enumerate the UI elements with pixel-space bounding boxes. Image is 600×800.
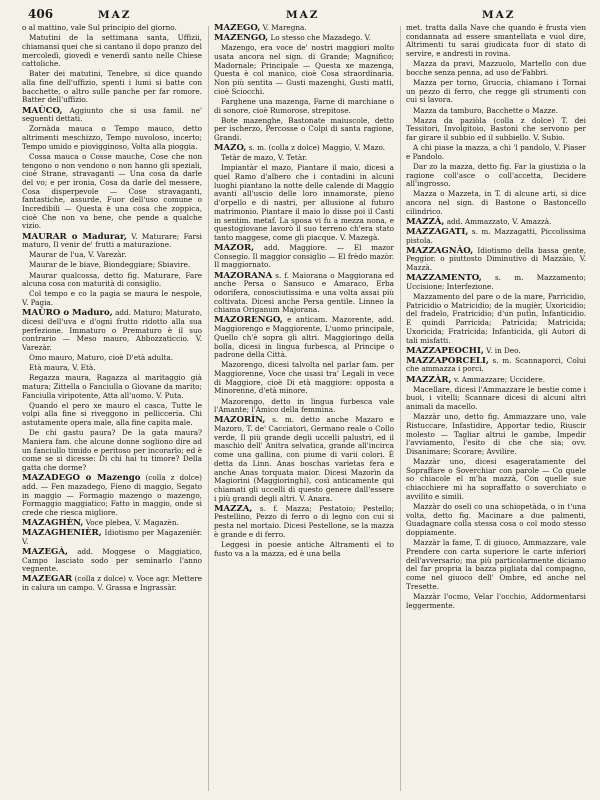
- entry-headword: MAZOR,: [214, 243, 255, 253]
- entry-text: (colla z dolce) v. Voce agr. Mettere in calura un campo. V. Grassa e Ingrassàr.: [22, 574, 202, 593]
- entry-text: Leggesi in poesie antiche Altramenti el to fusto va a la mazza, ed è una bella: [214, 539, 394, 558]
- entry-text: e anticam. Mazorente, add. Maggiorengo e Maggiorente, L'uomo principale, Quello ch'è sopra gli altri. Maggioringo della bolla, dicesi in lingua furbesca, al Principe o padrone della Città.: [214, 315, 394, 360]
- dictionary-entry: [406, 218, 586, 227]
- entry-text: s. m. (colla z dolce) Maggio, V. Mazo.: [246, 143, 386, 153]
- entry-headword: MAZZAMENTO,: [406, 273, 482, 284]
- entry-text: Bater dei matutini, Tenebre, si dice quando alla fine dell'uffizio, spenti i lumi si batte con bacchette, o altro sulle panche per far romore. Batter dell'uffizio.: [22, 69, 202, 105]
- entry-text: Dar zo la mazza, detto fig. Far la giustizia o la ragione coll'asce o coll'accetta, Decidere all'ingrosso.: [406, 161, 586, 189]
- entry-headword: MAZAGHÈN,: [22, 518, 84, 528]
- dictionary-entry: [22, 474, 202, 518]
- dictionary-entry: [406, 228, 586, 245]
- dictionary-entry: [214, 154, 394, 163]
- entry-text: De chi gastu paura? De la gata maura? Maniera fam. che alcune donne sogliono dire ad un fanciullo timido e peritoso per incorarlo; ed è come se si dicesse: Di chi hai tu timore? Della gatta che dorme?: [22, 428, 202, 472]
- dictionary-entry: [214, 24, 394, 33]
- entry-text: Mazzamento del pare o de la mare, Parricidio, Patricidio o Matricidio; de la mugièr, Uxoricidio; del fradelo, Fratricidio; d'un putìn, Infanticidio. E quindi Parricida; Patricida; Matricida; Uxoricida; Fratricida; Infanticida, gli Autori di tali misfatti.: [406, 292, 586, 345]
- dictionary-entry: [214, 272, 394, 316]
- text-column-right: [406, 24, 586, 794]
- dictionary-entry: [406, 107, 586, 116]
- dictionary-entry: [22, 153, 202, 231]
- dictionary-entry: [214, 144, 394, 153]
- dictionary-entry: [22, 402, 202, 428]
- dictionary-entry: [214, 117, 394, 143]
- dictionary-entry: [406, 79, 586, 105]
- dictionary-entry: [22, 519, 202, 528]
- entry-text: Quando el pero xe mauro el casca, Tutte le volpi alla fine si riveggono in pellicceria. Chi astutamente opera male, alla fine capita male.: [22, 400, 202, 428]
- dictionary-entry: [214, 164, 394, 242]
- dictionary-entry: [22, 374, 202, 400]
- dictionary-entry: [214, 34, 394, 43]
- entry-headword: MAZEGÀ,: [22, 546, 69, 557]
- entry-text: Maurar de le biave, Biondeggiare; Sbiavire.: [29, 260, 191, 270]
- entry-headword: MAZZAPEOCHI,: [406, 345, 484, 356]
- entry-text: Impiantàr el mazo, Piantare il maio, dicesi a quel Ramo d'albero che i contadini in alcuni luoghi piantano la notte delle calende di Maggio avanti all'uscio delle loro innamorate, pieno d'orpello e di nastri, per allusione al futuro matrimonio. Piantare il maio lo disse poi il Casti in sentim. metaf. La sposa vi fu a mezza nona, e questogiovane lavorò il suo terreno ch'era stato tanto maggese, come gli piacque. V. Mazegà.: [214, 163, 394, 242]
- entry-text: Omo mauro, Maturo, cioè D'età adulta.: [29, 353, 174, 362]
- entry-headword: MAZZÀR,: [406, 374, 452, 385]
- dictionary-entry: [406, 190, 586, 216]
- dictionary-entry: [406, 357, 586, 374]
- dictionary-entry: [214, 361, 394, 396]
- dictionary-entry: [406, 117, 586, 143]
- entry-text: s. f. Mazza; Pestatoio; Pestello; Pestellino, Pezzo di ferro o di legno con cui si pesta nel mortaio. Dicesi Pestellone, se la mazza è grande e di ferro.: [214, 503, 394, 539]
- entry-headword: MAZZA,: [214, 503, 253, 514]
- entry-headword: MAZZÀ,: [406, 216, 445, 227]
- entry-text: Mazza da pravi, Mazzuolo, Martello con due bocche senza penna, ad uso de'Fabbri.: [406, 59, 586, 77]
- dictionary-entry: [214, 541, 394, 558]
- entry-headword: MAÙCO,: [22, 105, 63, 116]
- entry-headword: MAURAR o Madurar,: [22, 231, 127, 242]
- entry-text: Idiotismo per Magazenièr. V.: [22, 528, 202, 546]
- dictionary-entry: [214, 44, 394, 96]
- dictionary-entry: [406, 347, 586, 356]
- entry-text: Tetàr de mazo, V. Tetàr.: [221, 153, 308, 163]
- entry-text: Mazorengo, detto in lingua furbesca vale l'Amante; l'Amico della femmina.: [214, 396, 394, 415]
- dictionary-entry: [406, 144, 586, 161]
- entry-text: Regazza maura, Ragazza al maritaggio già matura; Zittella o Fanciulla o Giovane da marito; Fanciulla viripotente, Atta all'uomo. V. Puta.: [22, 373, 202, 400]
- dictionary-entry: [22, 548, 202, 574]
- entry-text: add. Maggiore. — El mazor Consegio. Il maggior consiglio — El frèdo mazòr. Il maggiornato.: [214, 243, 394, 270]
- dictionary-entry: [406, 503, 586, 538]
- dictionary-entry: [406, 539, 586, 591]
- dictionary-entry: [214, 98, 394, 115]
- entry-text: V. Maregna.: [260, 24, 307, 32]
- entry-text: (colla z dolce) add. — Fen mazadego, Fieno di maggio, Segato in maggio — Formagio mazengo o mazengo, Formaggio maggiatico; Fatto in maggio, onde si crede che riesca migliore.: [22, 473, 202, 517]
- dictionary-entry: [214, 505, 394, 540]
- dictionary-entry: [214, 244, 394, 270]
- entry-text: s. m. detto anche Mazaro e Mazoro, T. de' Cacciatori, Germano reale o Collo verde, Il più grande degli uccelli palustri, ed il maschio dell' Anitra selvatica, grande all'incirca come una gallina, con piume di varii colori. È detta da Linn. Anas boschas varietas fera e anche Anas torquata maior. Dicesi Mazorìn da Magiorini (Maggioringhi), così anticamente qui chiamati gli uccelli di questo genere dall'essere i più grandi degli altri. V. Anara.: [214, 415, 394, 503]
- entry-text: Mazza da paziòla (colla z dolce) T. dei Tessitori, Involgitoio, Bastoni che servono per far girare il subbio ed il subbiello. V. Subio.: [406, 115, 586, 142]
- entry-text: v. Ammazzare; Uccidere.: [451, 374, 545, 384]
- dictionary-entry: [406, 413, 586, 457]
- entry-headword: MAZEGAR: [22, 574, 73, 585]
- entry-headword: MAZÈGO,: [214, 24, 261, 33]
- entry-text: Mazzàr do oseli co una schiopetàda, o in t'una volta, detto fig. Macinare a due palmenti, Guadagnare colla stessa cosa o col modo stesso doppiamente.: [406, 501, 586, 538]
- entry-headword: MAZORÌN,: [214, 415, 266, 426]
- dictionary-entry: [22, 429, 202, 473]
- entry-text: Voce plebea, V. Magazèn.: [83, 518, 179, 527]
- entry-text: Maurar de l'ua, V. Varezàr.: [29, 250, 127, 260]
- entry-text: Mazzàr uno, dicesi esageratamente del Sopraffare o Soverchiar con parole — Co quele so chiacole el m'ha mazzà, Con quelle sue chiacchiere mi ha sopraffatto o soverchiato o avvilito e simili.: [406, 457, 586, 501]
- entry-text: Zornàda mauca o Tempo mauco, detto altrimenti meschizzo, Tempo nuvoloso, incerto; Tempo umido e piovigginoso, Volta alla pioggia.: [22, 124, 202, 151]
- entry-text: s. m. Mazzagatti, Piccolissima pistola.: [406, 226, 586, 245]
- dictionary-entry: [22, 309, 202, 353]
- dictionary-entry: [406, 163, 586, 189]
- dictionary-entry: [22, 272, 202, 289]
- entry-headword: MAZADEGO o Mazengo: [22, 473, 141, 484]
- dictionary-entry: [22, 70, 202, 105]
- running-header: [0, 6, 600, 26]
- dictionary-entry: [214, 416, 394, 503]
- dictionary-entry: [406, 60, 586, 77]
- dictionary-entry: [406, 376, 586, 385]
- entry-text: Aggiunto che si usa famil. ne' seguenti dettati.: [22, 105, 202, 124]
- entry-text: s. m. Scannaporci, Colui che ammazza i porci.: [406, 355, 586, 374]
- dictionary-entry: [22, 261, 202, 270]
- entry-text: Macellare, dicesi l'Ammazzare le bestie come i buoi, i vitelli; Scannare dicesi di alcuni altri animali da macello.: [406, 384, 586, 412]
- entry-headword: MAZORENGO,: [214, 315, 283, 326]
- entry-text: Età maura, V. Età.: [29, 363, 96, 373]
- dictionary-entry: [22, 354, 202, 363]
- entry-text: Mazza da tamburo, Bacchette o Mazze.: [413, 105, 558, 115]
- dictionary-entry: [406, 593, 586, 610]
- dictionary-entry: [22, 529, 202, 546]
- entry-headword: MAZO,: [214, 143, 247, 154]
- page-number: 406: [28, 7, 54, 21]
- dictionary-entry: [214, 316, 394, 360]
- entry-text: Col tempo e co la pagia se maura le nespole, V. Pagia.: [22, 289, 202, 307]
- entry-text: s. m. Mazzamento; Uccisione; Interfezione.: [406, 273, 586, 291]
- dictionary-entry: [22, 251, 202, 260]
- entry-text: Mazzàr uno, detto fig. Ammazzare uno, vale Ristuccare, Infastidire, Apportar tedio, Riuscir molesto — Tagliar altrui le gambe, Impedir l'avviamento, l'esito di che che sia; ovv. Disanimare; Scorare; Avvilire.: [406, 412, 586, 456]
- entry-headword: MAZORANA: [214, 270, 273, 281]
- dictionary-entry: [22, 125, 202, 151]
- text-column-middle: [214, 24, 394, 794]
- dictionary-entry: [406, 458, 586, 502]
- entry-headword: MAÙRO o Maduro,: [22, 308, 113, 319]
- entry-headword: MAZAGHENIÈR,: [22, 528, 102, 539]
- entry-text: Matutini de la settimana santa, Uffizii, chiamansi quei che si cantano il dopo pranzo del mercoledì, giovedì e venerdì santo nelle Chiese cattoliche.: [22, 33, 202, 69]
- entry-text: Maurar qualcossa, detto fig. Maturare, Fare alcuna cosa con maturità di consiglio.: [22, 270, 202, 289]
- column-divider: [208, 26, 209, 791]
- entry-text: Mazorengo, dicesi talvolta nel parlar fam. per Maggiorenne, Voce che usasi tra' Legali in vece di Maggiore, cioè Di età maggiore: opposta a Minorenne, d'età minore.: [214, 360, 394, 396]
- dictionary-entry: [22, 107, 202, 124]
- dictionary-entry: [22, 24, 202, 33]
- entry-text: Mazza o Mazzeta, in T. di alcune arti, si dice ancora nel sign. di Bastone o Bastoncello cilindrico.: [406, 189, 586, 216]
- entry-text: V. in Deo.: [483, 345, 521, 355]
- column-header-middle: MAZ: [286, 9, 320, 21]
- text-column-left: [22, 24, 202, 794]
- dictionary-entry: [406, 386, 586, 412]
- entry-text: Mazza per torno, Gruccia, chiamano i Tornai un pezzo di ferro, che regge gli strumenti con cui si lavora.: [406, 78, 586, 105]
- column-divider: [400, 26, 401, 791]
- entry-headword: MAZZAPORCELI,: [406, 355, 489, 366]
- entry-text: Mazengo, era voce de' nostri maggiori molto usata ancora nel sign. di Grande; Magnifico; Madornale; Principale — Questa xe mazenga, Questa è col manico, cioè Cosa straordinaria. Non più sentita — Gusti mazenghi, Gusti matti, cioè Sciocchi.: [214, 43, 394, 96]
- entry-text: A chi piase la mazza, a chi 'l pandolo, V. Piaser e Pandolo.: [406, 143, 586, 161]
- entry-headword: MAZZAGATI,: [406, 226, 469, 237]
- entry-text: add. Moggese o Maggiatico, Campo lasciato sodo per seminarlo l'anno vegnente.: [22, 546, 202, 574]
- entry-headword: MAZZAGNÀO,: [406, 245, 474, 256]
- column-header-right: MAZ: [482, 9, 516, 21]
- entry-text: Lo stesso che Mazadego. V.: [268, 33, 371, 43]
- entry-headword: MAZENGO,: [214, 33, 269, 44]
- entry-text: Bote mazenghe, Bastonate maiuscole, detto per ischerzo, Percosse o Colpi di santa ragione, Grandi.: [214, 115, 394, 142]
- dictionary-entry: [22, 233, 202, 250]
- dictionary-entry: [22, 575, 202, 592]
- dictionary-entry: [22, 34, 202, 69]
- entry-text: o al mattino, vale Sul principio del giorno.: [22, 24, 177, 32]
- column-header-left: MAZ: [98, 9, 132, 21]
- entry-text: V. Maturare; Farsi maturo, Il venir de' frutti a maturazione.: [22, 231, 202, 250]
- entry-text: s. f. Maiorana o Maggiorana ed anche Persa o Sansuco e Amaraco, Erba odorifera, conosciutissima e una volta assai più coltivata. Dicesi anche Persa gentile. Linneo la chiama Origanum Majorana.: [214, 270, 394, 315]
- entry-text: add. Maturo; Maturato, dicesi dell'uva e d'ogni frutto ridotto alla sua perfezione. Immaturo o Prematuro è il suo contrario — Meso mauro, Abbozzaticcio. V. Varezàr.: [22, 308, 202, 352]
- dictionary-entry: [406, 274, 586, 291]
- dictionary-entry: [406, 24, 586, 59]
- dictionary-entry: [22, 290, 202, 307]
- entry-text: add. Ammazzato, V. Amazzà.: [444, 216, 552, 226]
- entry-text: met. tratta dalla Nave che quando è frusta vien condannata ad essere smantellata e vuol dire, Altrimenti tu sarai giudicata fuor di stato di servire, e andresti in rovina.: [406, 24, 586, 59]
- entry-text: Farghene una mazenga, Farne di marchiane o di sonore, cioè Rumorose, strepitose.: [214, 96, 394, 115]
- dictionary-entry: [214, 398, 394, 415]
- entry-text: Cossa mauca o Cosse mauche, Cose che non tengono o non vendono o non hanno gli speziali, cioè Strane, stravaganti — Una cosa da darle del vo; e per ironia, Cosa da darle del messere, Cosa disperpevole — Cose stravaganti, fantastiche, assurde, Fuor dell'uso comune o Incredibili — Questa è una cosa che zoppica, cioè Che non va bene, che pende a qualche vizio.: [22, 151, 202, 231]
- dictionary-entry: [406, 247, 586, 273]
- dictionary-entry: [406, 293, 586, 345]
- dictionary-entry: [22, 364, 202, 373]
- entry-text: Mazzàr l'ocmo, Velar l'occhio, Addormentarsi leggermente.: [406, 591, 586, 610]
- entry-text: Idiotismo della bassa gente, Peggior. o piuttosto Diminutivo di Mazzàio, V. Mazzà.: [406, 245, 586, 273]
- entry-text: Mazzàr la fame, T. di giuoco, Ammazzare, vale Prendere con carta superiore le carte inferiori dell'avversario; ma più particolarmente diciamo del far propria la bazza pigliata dal compagno, come nel giuoco dell' Ombre, ed anche nel Tresette.: [406, 538, 586, 591]
